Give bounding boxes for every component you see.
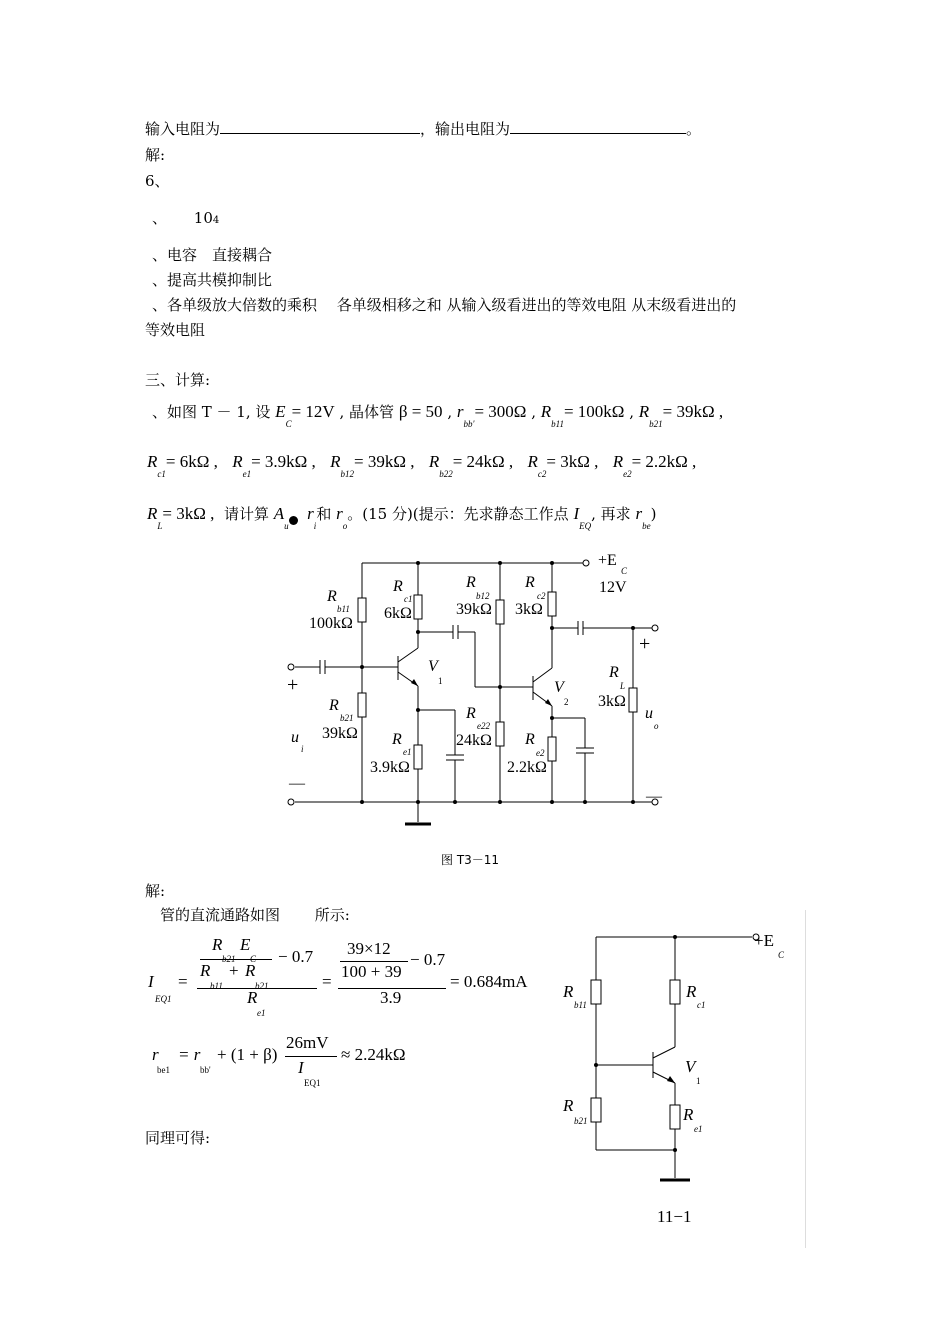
re2-sub: e2 (623, 469, 632, 479)
dc-rc1-label: R (686, 982, 697, 1001)
rc1-sub: c1 (157, 469, 166, 479)
dc-rb11-label: R (563, 982, 574, 1001)
question-6: 6、 (145, 172, 170, 190)
re2-symbol: R (612, 452, 624, 471)
re2-label: R (525, 731, 535, 748)
au-sub: u (284, 521, 289, 531)
rb12-symbol: R (330, 452, 341, 471)
period: 。 (686, 120, 702, 138)
two-stage-amplifier-circuit (280, 545, 680, 830)
rb11-symbol: R (540, 402, 552, 421)
ec-value: = 12V (291, 402, 335, 421)
rb11-label-sub: b11 (337, 604, 350, 614)
rb21-label-val: 39kΩ (322, 725, 358, 742)
ec-symbol: E (275, 402, 286, 421)
ask-text: 请计算 (223, 505, 269, 523)
answer-1-exponent: 4 (212, 215, 220, 226)
re1-label-val: 3.9kΩ (370, 759, 410, 776)
uo-label: u (645, 705, 653, 722)
v1-label: V (428, 658, 438, 675)
ri-sub: i (313, 521, 317, 531)
rl-sub: L (157, 521, 163, 531)
answer-4: 、各单级放大倍数的乘积 各单级相移之和 从输入级看进出的等效电阻 从末级看进出的 (152, 296, 737, 314)
rc2-symbol: R (527, 452, 538, 471)
rbe-symbol: r (635, 504, 643, 523)
rbe1-mid: + (1 + β) (217, 1045, 278, 1064)
problem-line-3 (147, 503, 657, 531)
rb22-sub: b22 (439, 469, 453, 479)
den-a-sub: b11 (210, 981, 223, 991)
problem-line-1: 、如图 T － 1, 设 $E_C= 12V$ , 晶体管 β = 50 , $r_{bb'}= 300\Omega$ , $R_{b11}= 100k\Omega$ , $R_{b21}= 39k\Omega$ , (152, 402, 724, 429)
rbe1-eq: = r (178, 1045, 201, 1064)
den-a: R (200, 961, 211, 980)
ec-label-sub: C (621, 566, 628, 576)
rb22-label-sub: e22 (477, 721, 490, 731)
rb11-value: = 100kΩ (563, 402, 625, 421)
ieq1-result: = 0.684mA (450, 972, 528, 991)
dc-v1-label: V (685, 1057, 696, 1076)
answer-1 (152, 207, 219, 228)
re2-label-val: 2.2kΩ (507, 759, 547, 776)
output-resistance-blank[interactable] (510, 119, 686, 134)
rbe1-fraction-bar (285, 1056, 337, 1057)
solution-line-1: 管的直流通路如图 所示: (160, 906, 350, 924)
figure-caption: 图 T3－11 (441, 853, 500, 867)
rc1-label-sub: c1 (404, 594, 413, 604)
rb11-sub: b11 (551, 419, 564, 429)
rbe1-den: I (298, 1058, 304, 1077)
dc-rb11-sub: b11 (574, 1000, 587, 1010)
rb12-value: = 39kΩ , (354, 452, 415, 471)
rc1-symbol: R (147, 452, 158, 471)
re1-sub: e1 (242, 469, 252, 479)
rb21-label: R (329, 697, 339, 714)
rb12-label-sub: b12 (476, 591, 490, 601)
rb12-label: R (466, 574, 476, 591)
uo-label-sub: o (654, 721, 659, 731)
rbe1-lhs-sub: be1 (157, 1065, 170, 1075)
fill-line (145, 118, 701, 139)
dc-figure-caption: 11−1 (657, 1207, 692, 1226)
rb22-label: R (466, 705, 476, 722)
den2: 100 + 39 (341, 962, 402, 981)
dc-circuit-labels (562, 931, 785, 1134)
ieq1-eq: = (178, 972, 188, 991)
rb12-label-val: 39kΩ (456, 601, 492, 618)
rbe1-result: ≈ 2.24kΩ (341, 1045, 406, 1064)
ro-symbol: r (336, 504, 343, 523)
rl-label-val: 3kΩ (598, 693, 626, 710)
au-symbol: A (273, 504, 285, 523)
re1-label: R (392, 731, 402, 748)
den-plus: + (229, 961, 239, 980)
dc-rc1-sub: c1 (697, 1000, 706, 1010)
solution-label-2: 解: (145, 882, 166, 900)
rb12-sub: b12 (340, 469, 355, 479)
bottom-r: R (247, 988, 258, 1007)
close-paren: ) (650, 505, 657, 523)
num2-minus: − 0.7 (410, 950, 446, 969)
rbe1-num: 26mV (286, 1033, 329, 1052)
rbb-symbol: r (456, 402, 464, 421)
ieq-sub: EQ (579, 521, 592, 531)
ui-label: u (291, 729, 299, 746)
ri-symbol: r (307, 504, 314, 523)
column-divider (805, 910, 806, 1248)
rbb-value: = 300Ω (474, 402, 527, 421)
problem-prefix: 、如图 T － 1, 设 (152, 403, 271, 421)
rb11-label-val: 100kΩ (309, 615, 353, 632)
rl-label-sub: L (620, 681, 626, 691)
section-3-heading: 三、计算: (145, 371, 211, 389)
ieq-symbol: I (573, 504, 580, 523)
ink-dot (289, 516, 298, 525)
rbe-sub: be (642, 521, 651, 531)
dc-circuit-junctions (594, 935, 677, 1152)
ieq1-eq-2: = (322, 972, 332, 991)
dc-ec-label: +E (754, 931, 774, 950)
answer-1-value: 10 (193, 209, 213, 227)
rc1-value: = 6kΩ , (165, 452, 218, 471)
output-resistance-label: 输出电阻为 (435, 120, 511, 138)
problem-line-2 (147, 452, 697, 479)
rl-symbol: R (147, 504, 158, 523)
problem-mid: , 晶体管 (339, 403, 395, 421)
answer-2: 、电容 直接耦合 (152, 246, 273, 264)
rbe1-rbb-sub: bb' (200, 1065, 211, 1075)
dc-path-circuit (555, 925, 800, 1225)
rc2-label-val: 3kΩ (515, 601, 543, 618)
terminals (288, 560, 658, 805)
rc2-sub: c2 (537, 469, 547, 479)
input-plus: + (287, 674, 299, 696)
beta-value: β = 50 (398, 402, 443, 421)
rc2-label: R (525, 574, 535, 591)
rc1-label-val: 6kΩ (384, 605, 412, 622)
answer-1-prefix: 、 (152, 209, 168, 227)
rb22-symbol: R (428, 452, 440, 471)
re1-value: = 3.9kΩ , (251, 452, 316, 471)
input-resistance-blank[interactable] (220, 119, 420, 134)
solution-label-1: 解: (145, 146, 166, 164)
num-r: R (212, 935, 223, 954)
rb22-value: = 24kΩ , (452, 452, 514, 471)
rl-value: = 3kΩ , (162, 504, 215, 523)
similarly-text: 同理可得: (145, 1129, 211, 1147)
re2-value: = 2.2kΩ , (631, 452, 697, 471)
re1-label-sub: e1 (403, 747, 412, 757)
bottom2: 3.9 (380, 988, 402, 1007)
rb21-symbol: R (638, 402, 650, 421)
dc-re1-sub: e1 (694, 1124, 703, 1134)
rc2-value: = 3kΩ , (546, 452, 599, 471)
rb22-label-val: 24kΩ (456, 732, 492, 749)
rc1-label: R (393, 578, 403, 595)
re2-label-sub: e2 (536, 748, 545, 758)
num-e: E (240, 935, 251, 954)
rb21-label-sub: b21 (340, 713, 354, 723)
bottom-r-sub: e1 (257, 1008, 266, 1018)
and-text: 和 (316, 505, 332, 523)
num2: 39×12 (347, 939, 391, 958)
dc-v1-sub: 1 (696, 1076, 701, 1086)
ui-label-sub: i (301, 744, 304, 754)
v2-label: V (554, 679, 564, 696)
output-plus: + (639, 633, 651, 655)
rb21-value: = 39kΩ , (662, 402, 724, 421)
rb21-sub: b21 (649, 419, 663, 429)
num-r-sub: b21 (222, 954, 236, 964)
rl-label: R (609, 664, 619, 681)
input-minus: — (289, 775, 305, 792)
dc-rb21-label: R (563, 1096, 574, 1115)
input-resistance-label: 输入电阻为 (145, 120, 221, 138)
dc-re1-label: R (683, 1105, 694, 1124)
comma: ， (420, 120, 436, 138)
den-b-sub: b21 (255, 981, 269, 991)
v2-label-sub: 2 (564, 697, 569, 707)
ec-label: +E (598, 552, 617, 569)
num-e-sub: C (250, 954, 257, 964)
rc2-label-sub: c2 (537, 591, 546, 601)
dc-rb21-sub: b21 (574, 1116, 588, 1126)
answer-3: 、提高共模抑制比 (152, 271, 273, 289)
ro-sub: o (342, 521, 348, 531)
rbb-sub: bb' (463, 419, 475, 429)
then-text: , 再求 (591, 505, 631, 523)
output-minus: — (646, 788, 662, 805)
v1-label-sub: 1 (438, 676, 443, 686)
minus-07: − 0.7 (278, 947, 314, 966)
ec-voltage: 12V (599, 579, 627, 596)
rbe1-lhs: r (152, 1045, 159, 1064)
rb11-label: R (327, 588, 337, 605)
rbe1-den-sub: EQ1 (304, 1078, 321, 1088)
dc-circuit-wires (591, 937, 752, 1180)
ieq1-lhs-sub: EQ1 (155, 994, 172, 1004)
re1-symbol: R (232, 452, 243, 471)
ec-sub: C (285, 419, 292, 429)
hint-text: 。(15 分)(提示：先求静态工作点 (347, 505, 569, 523)
answer-4-cont: 等效电阻 (145, 321, 206, 339)
dc-ec-sub: C (778, 950, 785, 960)
den-b: R (245, 961, 256, 980)
ieq1-lhs: I (148, 972, 154, 991)
inner-fraction-bar (200, 959, 272, 960)
